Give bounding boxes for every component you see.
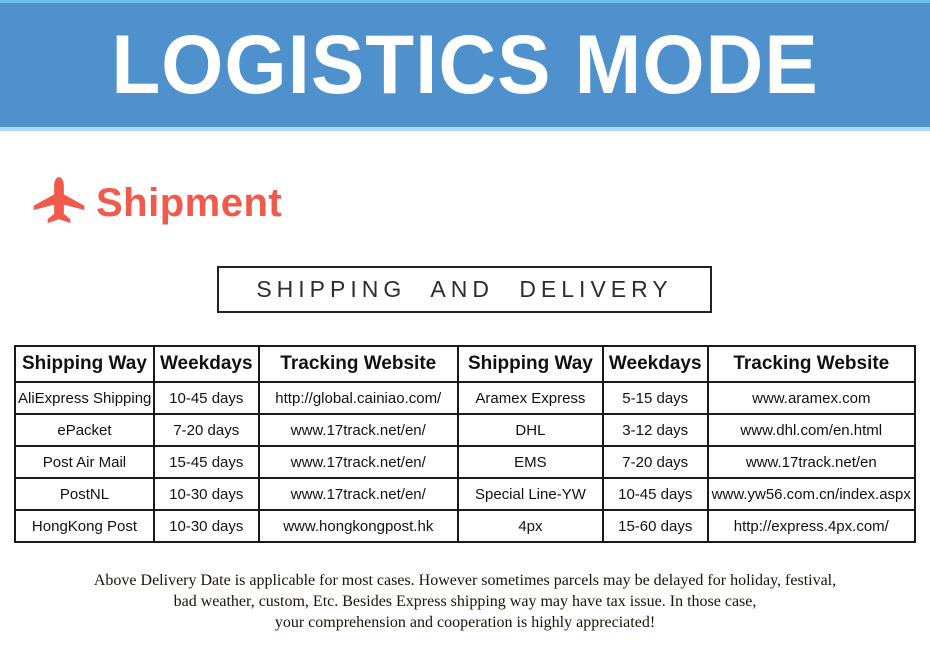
shipping-way-cell: PostNL <box>15 478 154 510</box>
column-header-tracking-website-left: Tracking Website <box>259 346 458 382</box>
weekdays-cell: 3-12 days <box>603 414 708 446</box>
shipping-way-cell: 4px <box>458 510 603 542</box>
tracking-website-cell: www.hongkongpost.hk <box>259 510 458 542</box>
weekdays-cell: 5-15 days <box>603 382 708 414</box>
shipping-way-cell: HongKong Post <box>15 510 154 542</box>
weekdays-cell: 10-45 days <box>603 478 708 510</box>
table-row <box>15 446 915 478</box>
tracking-website-cell: http://express.4px.com/ <box>708 510 915 542</box>
tracking-website-cell: www.17track.net/en <box>708 446 915 478</box>
shipping-way-cell: Post Air Mail <box>15 446 154 478</box>
weekdays-cell: 10-30 days <box>154 478 259 510</box>
tracking-website-cell: www.17track.net/en/ <box>259 446 458 478</box>
shipping-way-cell: EMS <box>458 446 603 478</box>
shipping-way-cell: Special Line-YW <box>458 478 603 510</box>
tracking-website-cell: www.17track.net/en/ <box>259 414 458 446</box>
tracking-website-cell: www.17track.net/en/ <box>259 478 458 510</box>
weekdays-cell: 15-60 days <box>603 510 708 542</box>
tracking-website-cell: www.aramex.com <box>708 382 915 414</box>
column-header-shipping-way-left: Shipping Way <box>15 346 154 382</box>
airplane-icon <box>32 158 86 248</box>
table-row <box>15 510 915 542</box>
section-title: SHIPPING AND DELIVERY <box>256 276 673 302</box>
table-row <box>15 478 915 510</box>
shipping-way-cell: AliExpress Shipping <box>15 382 154 414</box>
table-header-row <box>15 346 915 382</box>
logistics-banner <box>0 0 930 131</box>
table-row <box>15 414 915 446</box>
shipping-table <box>14 345 916 543</box>
footer-line: bad weather, custom, Etc. Besides Express shipping way may have tax issue. In those case, <box>173 593 757 610</box>
shipment-heading <box>32 158 282 248</box>
weekdays-cell: 15-45 days <box>154 446 259 478</box>
tracking-website-cell: www.yw56.com.cn/index.aspx <box>708 478 915 510</box>
weekdays-cell: 10-45 days <box>154 382 259 414</box>
column-header-tracking-website-right: Tracking Website <box>708 346 915 382</box>
table-row <box>15 382 915 414</box>
column-header-weekdays-right: Weekdays <box>603 346 708 382</box>
column-header-weekdays-left: Weekdays <box>154 346 259 382</box>
weekdays-cell: 7-20 days <box>154 414 259 446</box>
shipping-table-container <box>14 345 916 543</box>
tracking-website-cell: www.dhl.com/en.html <box>708 414 915 446</box>
footer-line: Above Delivery Date is applicable for most cases. However sometimes parcels may be delayed for holiday, festival, <box>93 572 837 589</box>
shipment-label: Shipment <box>96 180 283 225</box>
footer-line: your comprehension and cooperation is highly appreciated! <box>274 614 656 631</box>
logistics-banner-title: LOGISTICS MODE <box>111 18 819 111</box>
footer-disclaimer <box>0 570 930 633</box>
shipping-way-cell: ePacket <box>15 414 154 446</box>
shipping-way-cell: DHL <box>458 414 603 446</box>
weekdays-cell: 10-30 days <box>154 510 259 542</box>
section-title-box <box>217 266 712 313</box>
weekdays-cell: 7-20 days <box>603 446 708 478</box>
tracking-website-cell: http://global.cainiao.com/ <box>259 382 458 414</box>
shipping-way-cell: Aramex Express <box>458 382 603 414</box>
column-header-shipping-way-right: Shipping Way <box>458 346 603 382</box>
